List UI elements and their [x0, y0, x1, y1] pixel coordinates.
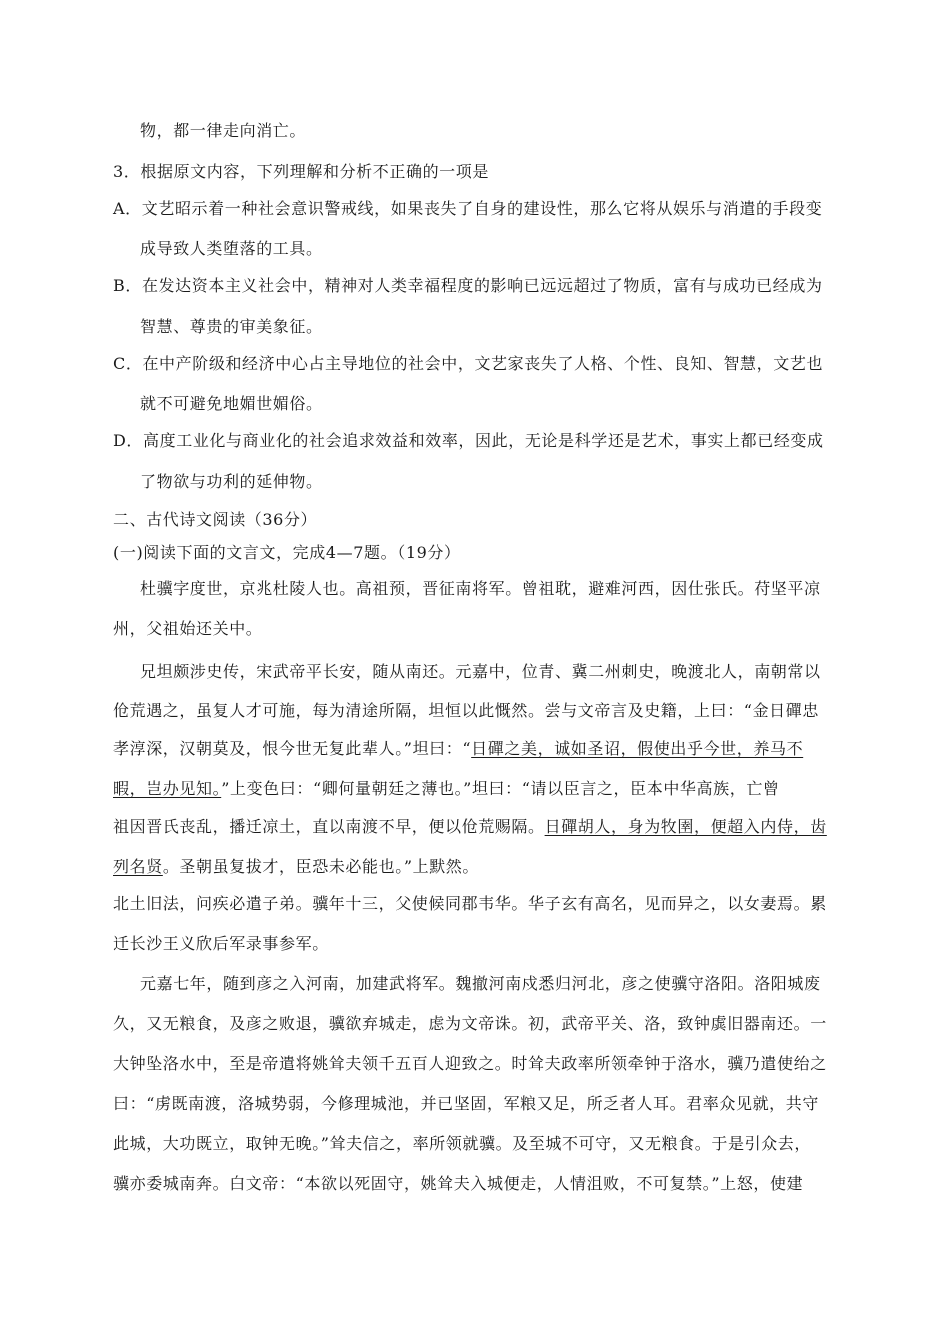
passage-p2-line4: [113, 779, 780, 799]
underlined-sentence-1-end: 暇，岂办见知。: [113, 779, 222, 798]
passage-p2-line6: [113, 857, 479, 877]
q3-stem: 3．根据原文内容，下列理解和分析不正确的一项是: [113, 162, 489, 181]
passage-p4-line6: 骥亦委城南奔。白文帝：“本欲以死固守，姚耸夫入城便走，人情沮败，不可复禁。”上怒，使建: [113, 1174, 804, 1193]
passage-p4-line5: 此城，大功既立，取钟无晚。”耸夫信之，率所领就骥。及至城不可守，又无粮食。于是引众去，: [113, 1134, 811, 1153]
passage-p3-line1: 北土旧法，问疾必遣子弟。骥年十三，父使候同郡韦华。华子玄有高名，见而异之，以女妻焉。累: [113, 894, 827, 913]
q3-option-a-line2: 成导致人类堕落的工具。: [140, 239, 323, 258]
passage-text: 祖因晋氏丧乱，播迁凉土，直以南渡不早，便以伧荒赐隔。: [113, 817, 545, 836]
passage-p4-line3: 大钟坠洛水中，至是帝遣将姚耸夫领千五百人迎致之。时耸夫政率所领牵钟于洛水，骥乃遣使绐之: [113, 1054, 827, 1073]
passage-p4-line2: 久，又无粮食，及彦之败退，骥欲弃城走，虑为文帝诛。初，武帝平关、洛，致钟虡旧器南还。一: [113, 1014, 827, 1033]
passage-p2-line5: [113, 817, 827, 837]
q3-option-a-line1: A．文艺昭示着一种社会意识警戒线，如果丧失了自身的建设性，那么它将从娱乐与消遣的手段变: [113, 199, 823, 218]
passage-p2-line1: 兄坦颇涉史传，宋武帝平长安，随从南还。元嘉中，位青、冀二州刺史，晚渡北人，南朝常以: [140, 662, 821, 681]
passage-text: 孝淳深，汉朝莫及，恨今世无复此辈人。”坦曰：“: [113, 739, 472, 758]
underlined-sentence-1: 日磾之美，诚如圣诏，假使出乎今世，养马不: [471, 739, 804, 758]
q3-option-c-line1: C．在中产阶级和经济中心占主导地位的社会中，文艺家丧失了人格、个性、良知、智慧，文艺也: [113, 354, 824, 373]
passage-p2-line3: [113, 739, 803, 759]
q2-continuation: 物，都一律走向消亡。: [140, 121, 307, 140]
passage-p1-line1: 杜骥字度世，京兆杜陵人也。高祖预，晋征南将军。曾祖耽，避难河西，因仕张氏。苻坚平凉: [140, 579, 821, 598]
passage-p4-line4: 曰：“虏既南渡，洛城势弱，今修理城池，并已坚固，军粮又足，所乏者人耳。君率众见就，共守: [113, 1094, 819, 1113]
section-heading: 二、古代诗文阅读（36分）: [113, 510, 318, 529]
q3-option-c-line2: 就不可避免地媚世媚俗。: [140, 394, 323, 413]
passage-text: ”上变色曰：“卿何量朝廷之薄也。”坦曰：“请以臣言之，臣本中华高族，亡曾: [221, 779, 780, 798]
section-subheading: (一)阅读下面的文言文，完成4—7题。（19分）: [113, 543, 461, 562]
passage-p1-line2: 州，父祖始还关中。: [113, 619, 263, 638]
passage-p3-line2: 迁长沙王义欣后军录事参军。: [113, 934, 329, 953]
q3-option-b-line1: B．在发达资本主义社会中，精神对人类幸福程度的影响已远远超过了物质，富有与成功已经成为: [113, 276, 823, 295]
underlined-sentence-2-end: 列名贤: [113, 857, 163, 876]
q3-option-b-line2: 智慧、尊贵的审美象征。: [140, 317, 323, 336]
passage-p4-line1: 元嘉七年，随到彦之入河南，加建武将军。魏撤河南戍悉归河北，彦之使骥守洛阳。洛阳城废: [140, 974, 821, 993]
passage-text: 。圣朝虽复拔才，臣恐未必能也。”上默然。: [162, 857, 479, 876]
underlined-sentence-2: 日磾胡人，身为牧圉，便超入内侍，齿: [544, 817, 827, 836]
q3-option-d-line1: D．高度工业化与商业化的社会追求效益和效率，因此，无论是科学还是艺术，事实上都已经变成: [113, 431, 824, 450]
passage-p2-line2: 伧荒遇之，虽复人才可施，每为清途所隔，坦恒以此慨然。尝与文帝言及史籍，上曰：“金日磾忠: [113, 701, 819, 720]
q3-option-d-line2: 了物欲与功利的延伸物。: [140, 472, 323, 491]
